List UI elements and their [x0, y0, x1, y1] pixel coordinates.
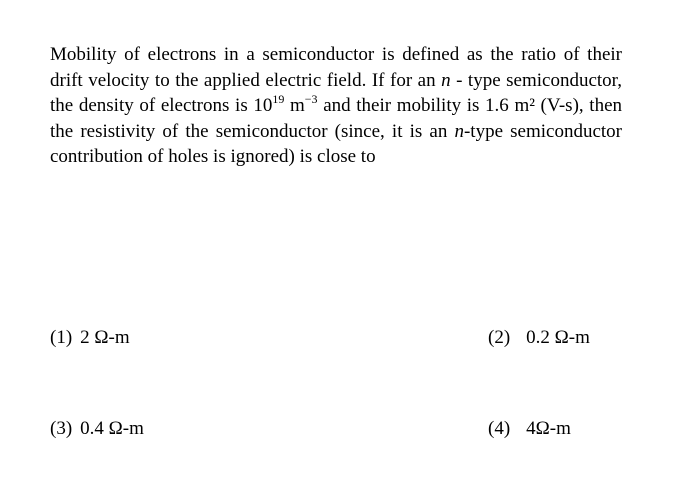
question-text — [50, 42, 622, 170]
exponent: 19 — [272, 91, 285, 106]
option-value: 0.2 Ω-m — [526, 327, 590, 348]
option-4[interactable] — [488, 417, 571, 441]
question-part: -type semiconductor contribution of holes is ignored) is close to — [50, 120, 622, 168]
option-2[interactable] — [488, 326, 590, 350]
option-number: (2) — [488, 327, 511, 348]
option-value: 4Ω-m — [526, 418, 571, 439]
n-variable: n — [454, 120, 464, 142]
question-part: and their mobility is 1.6 m² (V-s), then the resistivity of the semiconductor (since, it is an — [50, 95, 623, 142]
question-part: m — [284, 95, 305, 117]
option-value: 0.4 Ω-m — [80, 418, 144, 439]
option-3[interactable] — [50, 417, 144, 441]
option-value: 2 Ω-m — [80, 327, 130, 348]
n-variable: n — [441, 69, 451, 91]
option-1[interactable] — [50, 326, 130, 350]
option-number: (4) — [488, 418, 511, 439]
question-part: - type semiconductor, the density of electrons is 10 — [50, 69, 622, 117]
exponent: −3 — [304, 91, 318, 106]
option-number: (3) — [50, 418, 73, 439]
option-number: (1) — [50, 327, 73, 348]
question-part: Mobility of electrons in a semiconductor is defined as the ratio of their drift velocity to the applied electric field. If for an — [50, 44, 622, 91]
